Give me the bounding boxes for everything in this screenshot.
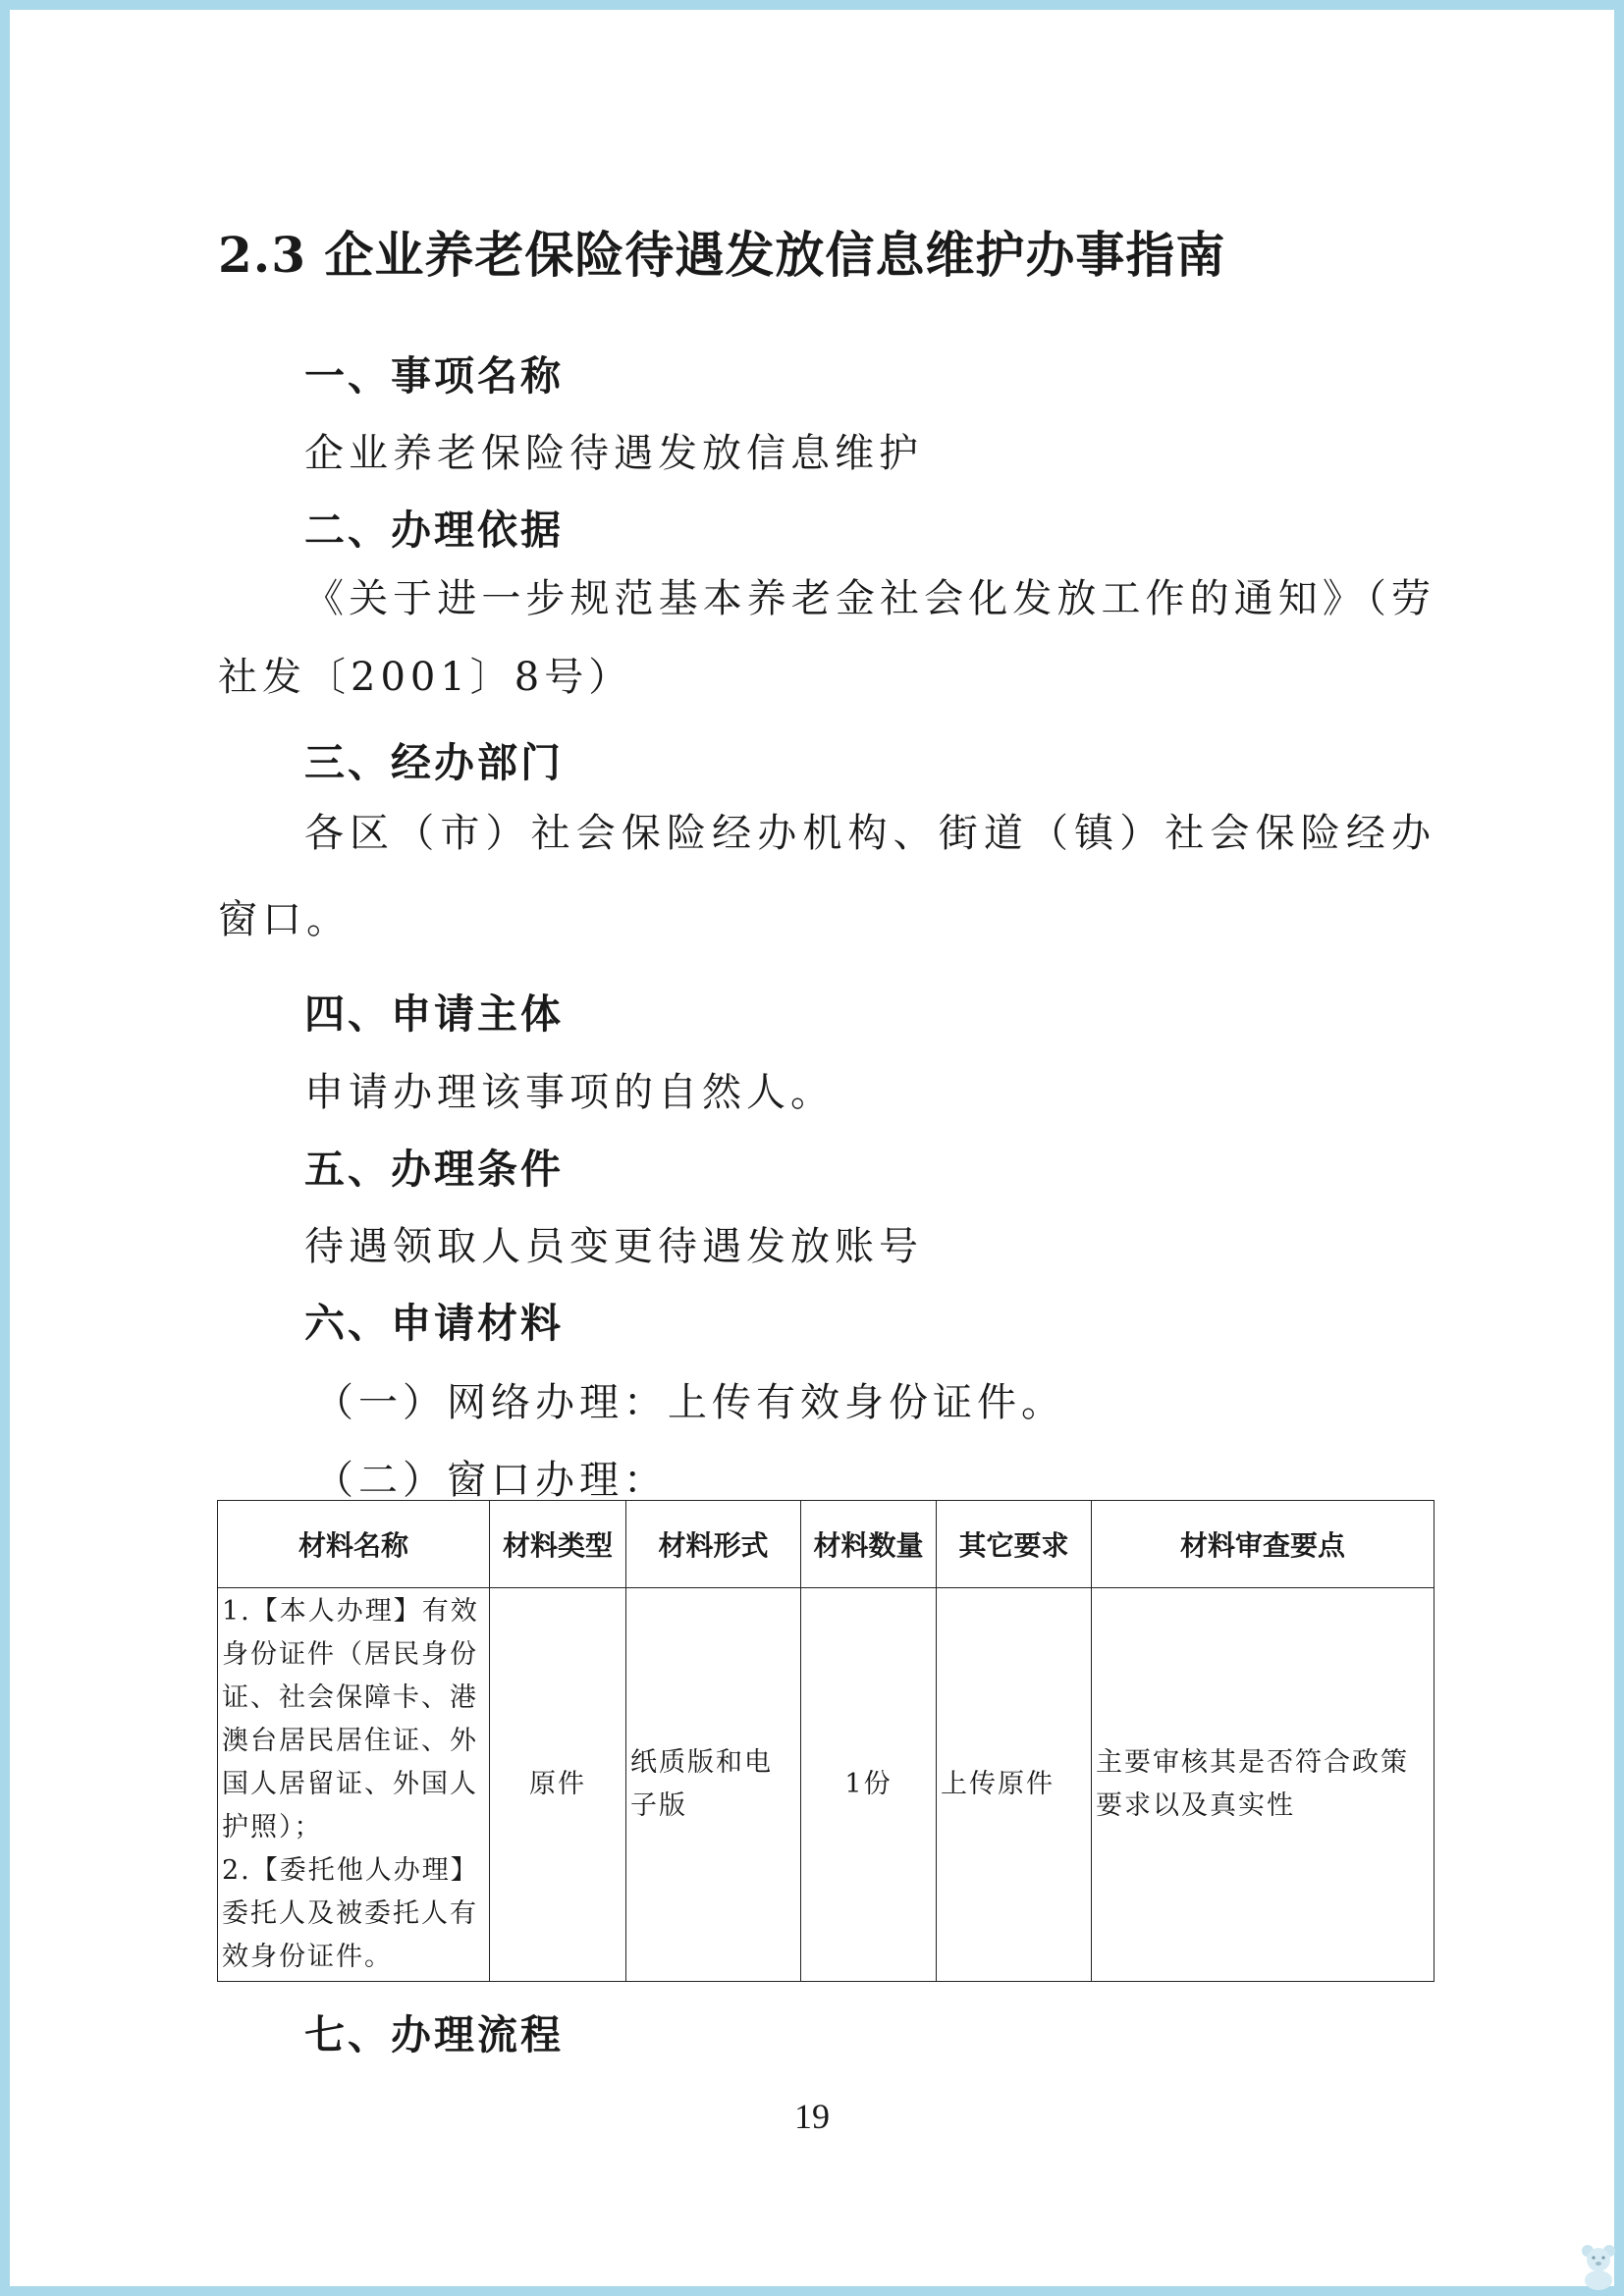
col-header-other: 其它要求: [937, 1501, 1092, 1588]
section-1-body: 企业养老保险待遇发放信息维护: [304, 431, 923, 476]
col-header-review: 材料审查要点: [1092, 1501, 1435, 1588]
section-3-body: 各区（市）社会保险经办机构、街道（镇）社会保险经办窗口。: [218, 811, 1435, 942]
section-4-heading: 四、申请主体: [304, 990, 564, 1038]
cell-material-count: 1份: [801, 1588, 937, 1982]
document-page: [10, 10, 1614, 2286]
section-6-window: （二）窗口办理：: [314, 1458, 668, 1503]
cell-review-points: 主要审核其是否符合政策要求以及真实性: [1092, 1588, 1435, 1982]
cell-material-form: 纸质版和电子版: [626, 1588, 801, 1982]
section-4-body: 申请办理该事项的自然人。: [304, 1070, 835, 1115]
page-number: 19: [794, 2097, 830, 2136]
bear-logo-icon: [1579, 2243, 1618, 2290]
cell-material-type: 原件: [490, 1588, 626, 1982]
section-2-body: 《关于进一步规范基本养老金社会化发放工作的通知》（劳社发〔2001〕8号）: [218, 576, 1435, 700]
section-3-heading: 三、经办部门: [304, 739, 564, 786]
section-5-body: 待遇领取人员变更待遇发放账号: [304, 1224, 923, 1269]
table-header-row: [218, 1501, 1435, 1588]
section-2-heading: 二、办理依据: [304, 507, 564, 554]
table-row: [218, 1588, 1435, 1982]
col-header-form: 材料形式: [626, 1501, 801, 1588]
cell-other-requirements: 上传原件: [937, 1588, 1092, 1982]
col-header-type: 材料类型: [490, 1501, 626, 1588]
section-1-heading: 一、事项名称: [304, 352, 564, 400]
page-title: 2.3 企业养老保险待遇发放信息维护办事指南: [218, 226, 1226, 284]
section-5-heading: 五、办理条件: [304, 1146, 564, 1193]
cell-material-name: 1.【本人办理】有效身份证件（居民身份证、社会保障卡、港澳台居民居住证、外国人居留证、外国人护照）； 2.【委托他人办理】委托人及被委托人有效身份证件。: [218, 1588, 490, 1982]
section-6-online: （一）网络办理：上传有效身份证件。: [314, 1380, 1065, 1425]
section-7-heading: 七、办理流程: [304, 2011, 564, 2058]
materials-table: [217, 1500, 1435, 1982]
col-header-count: 材料数量: [801, 1501, 937, 1588]
col-header-name: 材料名称: [218, 1501, 490, 1588]
section-6-heading: 六、申请材料: [304, 1300, 564, 1347]
